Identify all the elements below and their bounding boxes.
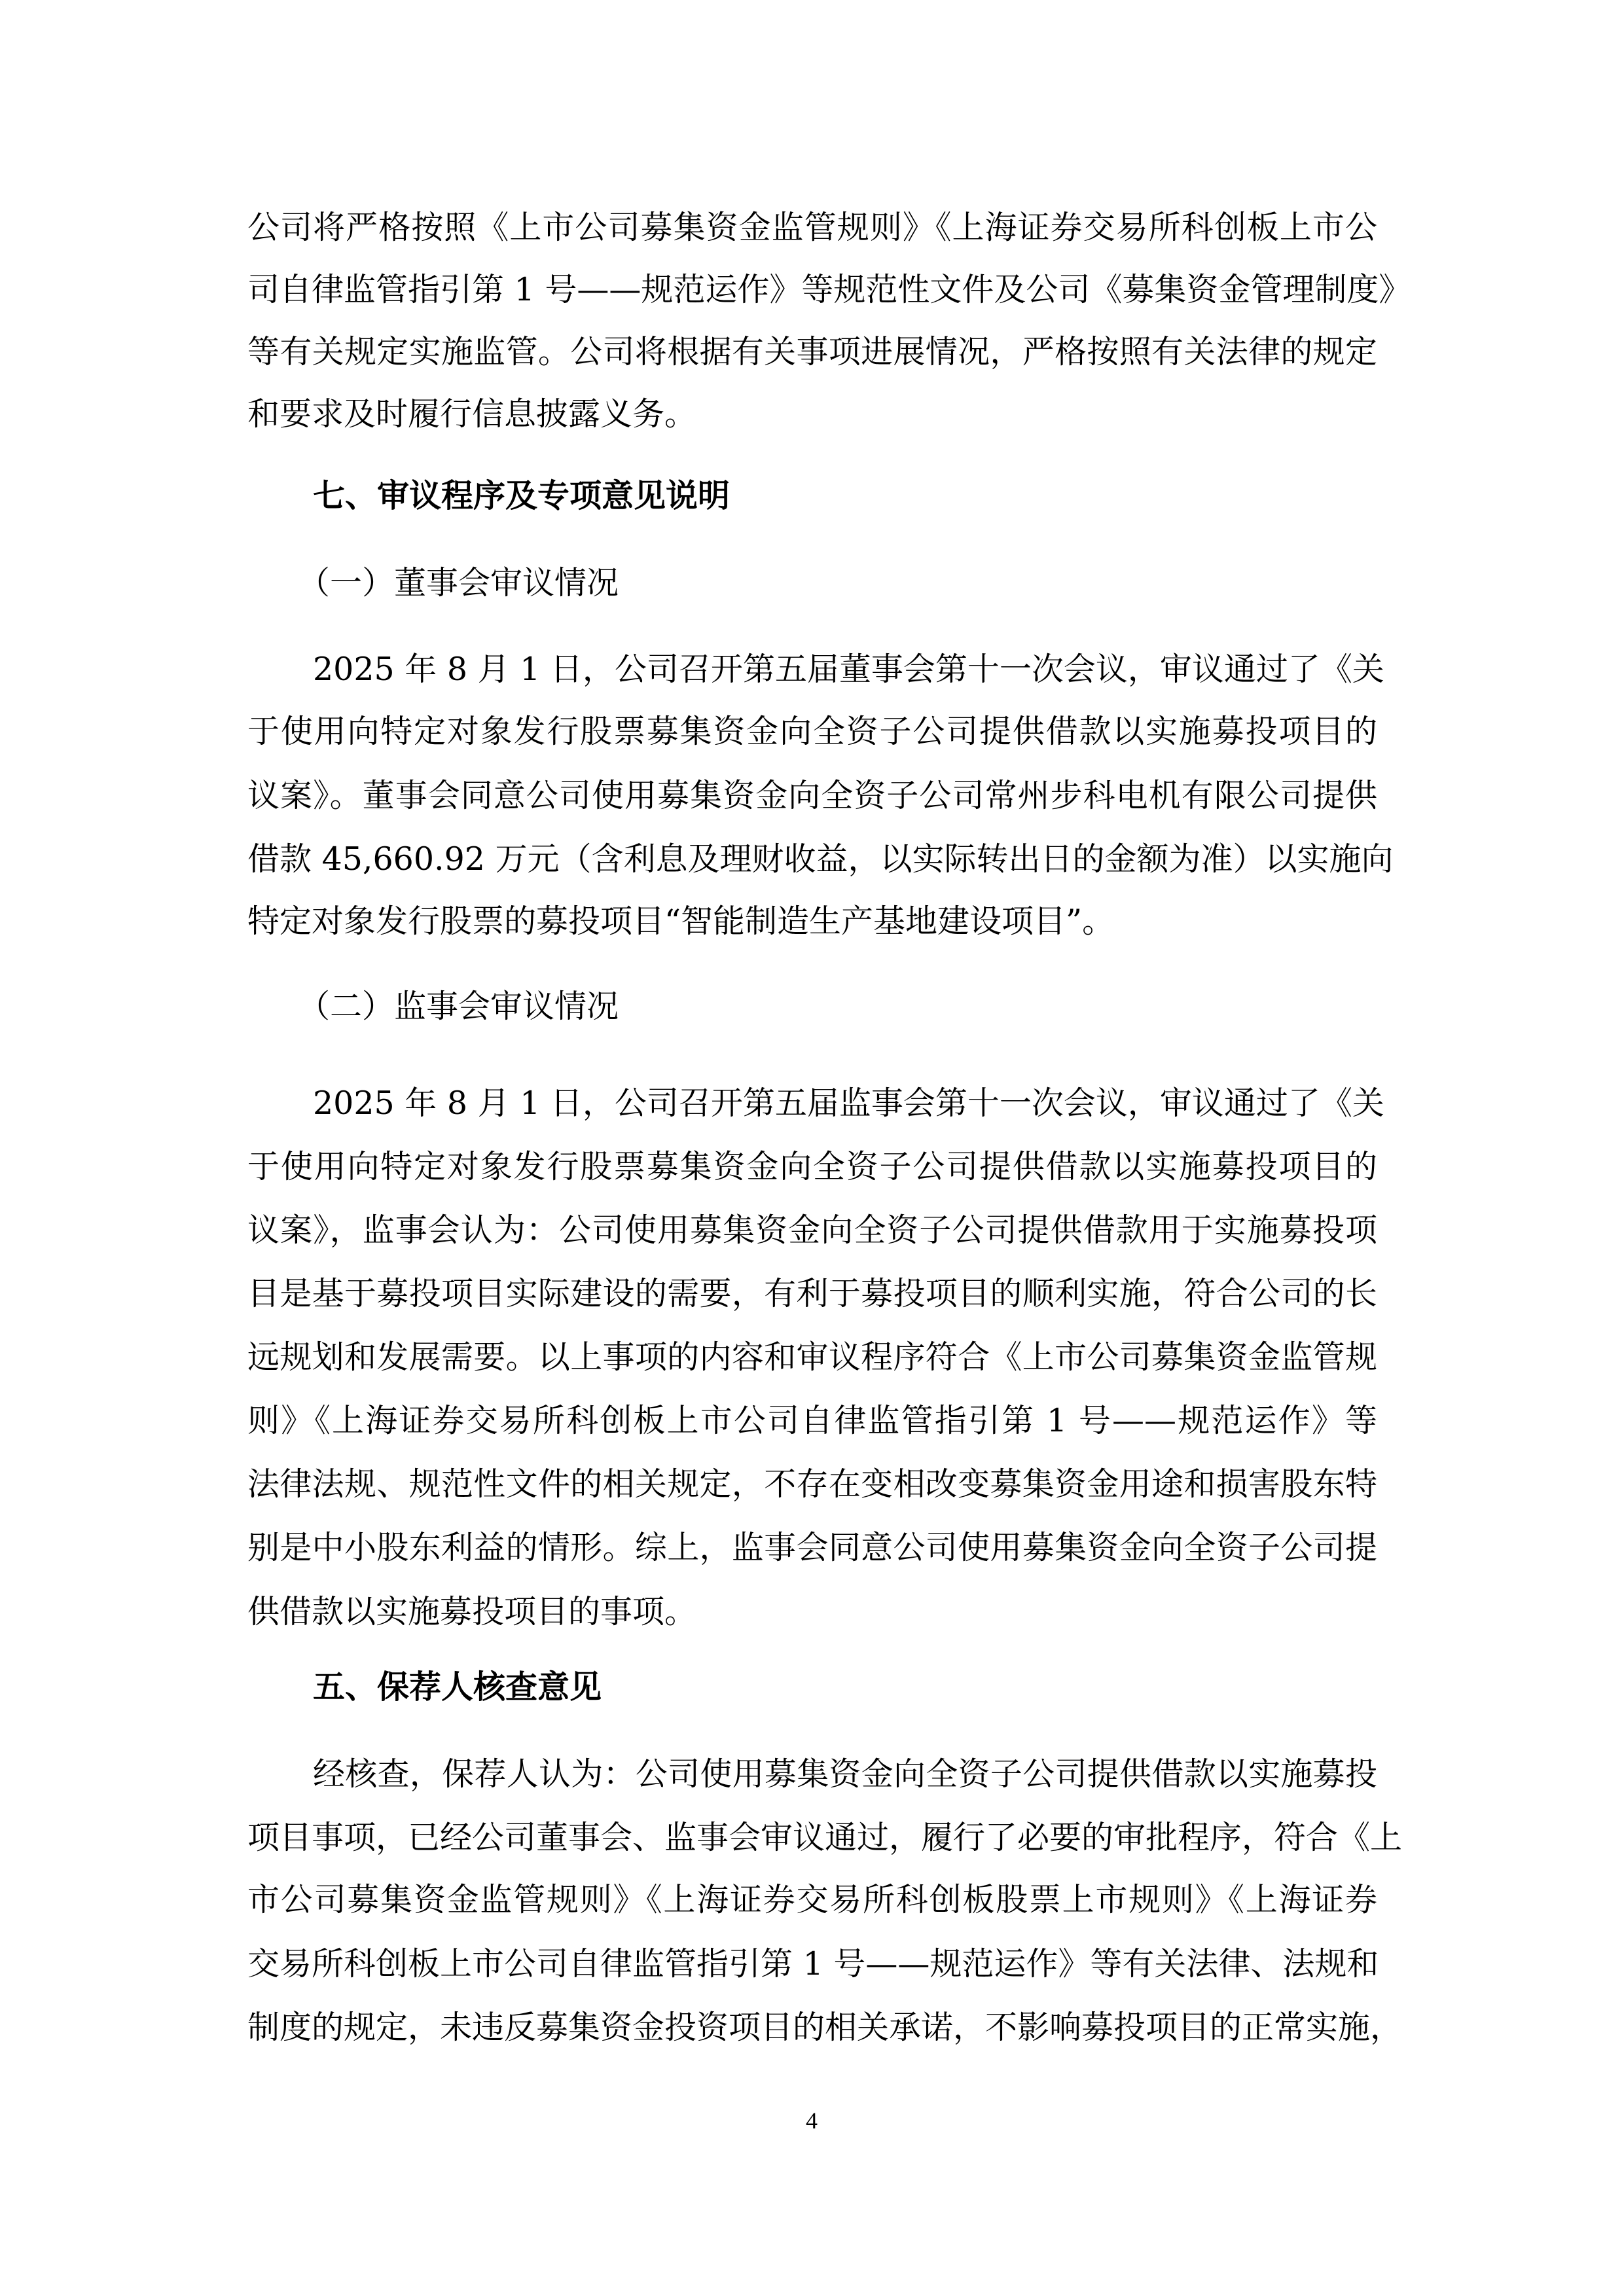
text-line: 和要求及时履行信息披露义务。 <box>247 395 697 433</box>
text-line: 法律法规、规范性文件的相关规定，不存在变相改变募集资金用途和损害股东特 <box>247 1465 1377 1503</box>
text-line: 则》《上海证券交易所科创板上市公司自律监管指引第 1 号——规范运作》等 <box>247 1402 1377 1439</box>
text-line: 交易所科创板上市公司自律监管指引第 1 号——规范运作》等有关法律、法规和 <box>247 1945 1379 1982</box>
text-line: 公司将严格按照《上市公司募集资金监管规则》《上海证券交易所科创板上市公 <box>247 209 1377 246</box>
text-line: 议案》。董事会同意公司使用募集资金向全资子公司常州步科电机有限公司提供 <box>247 777 1377 814</box>
text-line: 别是中小股东利益的情形。综上，监事会同意公司使用募集资金向全资子公司提 <box>247 1529 1377 1566</box>
text-line: 远规划和发展需要。以上事项的内容和审议程序符合《上市公司募集资金监管规 <box>247 1338 1377 1376</box>
subsection-heading-supervisory: （二）监事会审议情况 <box>298 988 619 1025</box>
text-line: 目是基于募投项目实际建设的需要，有利于募投项目的顺利实施，符合公司的长 <box>247 1275 1377 1312</box>
section-heading-5: 五、保荐人核查意见 <box>313 1668 602 1706</box>
text-line: 2025 年 8 月 1 日，公司召开第五届董事会第十一次会议，审议通过了《关 <box>313 651 1384 688</box>
text-line: 制度的规定，未违反募集资金投资项目的相关承诺，不影响募投项目的正常实施， <box>247 2009 1403 2046</box>
text-line: 供借款以实施募投项目的事项。 <box>247 1593 697 1630</box>
text-line: 借款 45,660.92 万元（含利息及理财收益，以实际转出日的金额为准）以实施向 <box>247 840 1394 878</box>
text-line: 项目事项，已经公司董事会、监事会审议通过，履行了必要的审批程序，符合《上 <box>247 1819 1403 1856</box>
text-line: 市公司募集资金监管规则》《上海证券交易所科创板股票上市规则》《上海证券 <box>247 1881 1377 1918</box>
section-heading-7: 七、审议程序及专项意见说明 <box>313 477 731 514</box>
text-line: 司自律监管指引第 1 号——规范运作》等规范性文件及公司《募集资金管理制度》 <box>247 271 1411 308</box>
text-line: 议案》，监事会认为：公司使用募集资金向全资子公司提供借款用于实施募投项 <box>247 1211 1377 1249</box>
page-number: 4 <box>806 2108 818 2134</box>
text-line: 2025 年 8 月 1 日，公司召开第五届监事会第十一次会议，审议通过了《关 <box>313 1085 1384 1122</box>
text-line: 于使用向特定对象发行股票募集资金向全资子公司提供借款以实施募投项目的 <box>247 1148 1377 1185</box>
text-line: 于使用向特定对象发行股票募集资金向全资子公司提供借款以实施募投项目的 <box>247 713 1377 750</box>
subsection-heading-board: （一）董事会审议情况 <box>298 564 619 601</box>
text-line: 等有关规定实施监管。公司将根据有关事项进展情况，严格按照有关法律的规定 <box>247 333 1377 370</box>
text-line: 经核查，保荐人认为：公司使用募集资金向全资子公司提供借款以实施募投 <box>313 1755 1377 1793</box>
text-line: 特定对象发行股票的募投项目“智能制造生产基地建设项目”。 <box>247 903 1115 940</box>
